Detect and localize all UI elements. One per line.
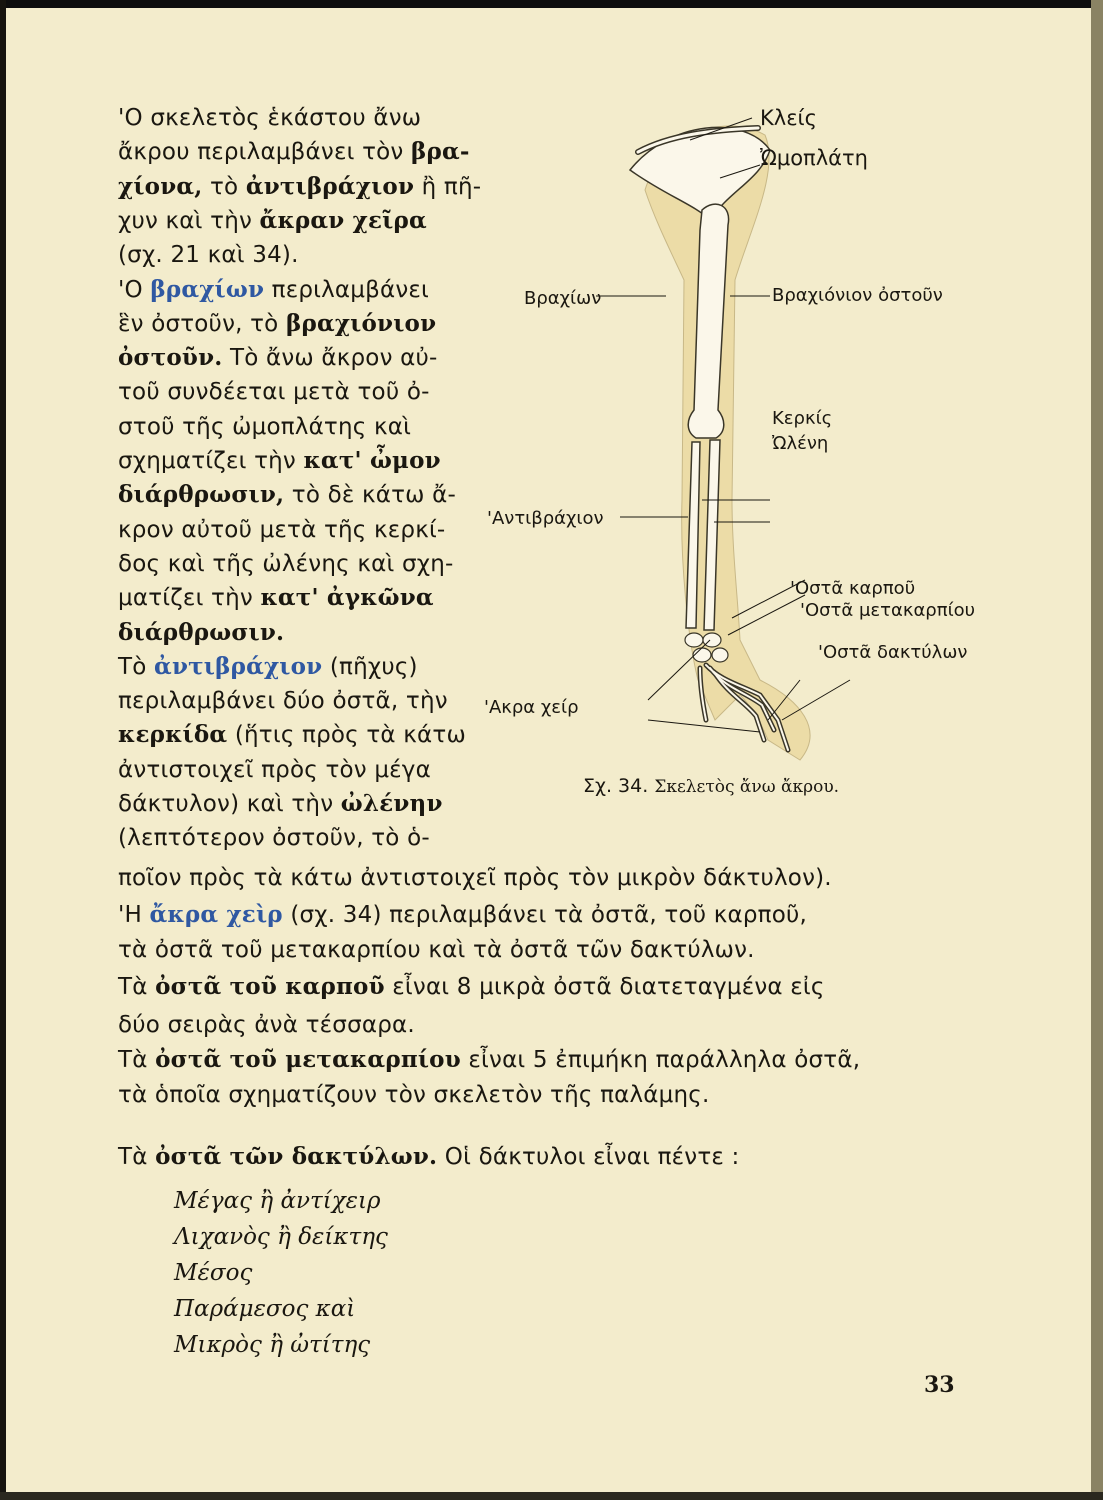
text-run: 'Η [118, 902, 150, 928]
full_lines-line [118, 972, 825, 1002]
text-run: περιλαμβάνει [264, 276, 430, 303]
column_lines-line [118, 343, 438, 373]
text-run: διάρθρωσιν, [118, 481, 285, 509]
column_lines-line [118, 652, 418, 682]
text-run: ὀστᾶ τοῦ καρποῦ [155, 973, 385, 1000]
text-run: (πῆχυς) [322, 653, 418, 680]
text-run: ἄκρου περιλαμβάνει τὸν [118, 139, 411, 166]
label-osta-metakarpiou: 'Οστᾶ μετακαρπίου [800, 600, 976, 621]
full_lines-line [118, 1142, 739, 1172]
text-run: εἶναι 5 ἐπιμήκη παράλληλα ὀστᾶ, [460, 1047, 861, 1073]
text-run: κρον αὐτοῦ μετὰ τῆς κερκί- [118, 516, 446, 543]
column_lines-line [118, 206, 427, 236]
text-run: (σχ. 21 καὶ 34). [118, 242, 299, 269]
column_lines-line [118, 240, 299, 270]
text-run: κατ' ὦμον [303, 447, 441, 474]
column_lines-line [118, 103, 421, 133]
text-run: ματίζει τὴν [118, 585, 261, 612]
column_lines-line [118, 412, 411, 442]
text-run: διάρθρωσιν. [118, 618, 285, 646]
full_lines-line [118, 863, 832, 893]
text-run: τὰ ὁποῖα σχηματίζουν τὸν σκελετὸν τῆς παλάμης. [118, 1082, 710, 1108]
text-run: Τὰ [118, 1144, 156, 1170]
text-run: κερκίδα [118, 721, 228, 749]
label-brachion: Βραχίων [524, 288, 602, 309]
text-run: ὠλένην [340, 790, 443, 817]
caption-text: Σκελετὸς ἄνω ἄκρου. [654, 777, 840, 797]
text-run: (λεπτότερον ὀστοῦν, τὸ ὁ- [118, 825, 430, 852]
text-run: βραχιόνιον [285, 309, 437, 337]
caption-prefix: Σχ. 34. [583, 775, 649, 797]
label-antibrachion: 'Αντιβράχιον [487, 508, 604, 529]
text-run: ὀστᾶ τοῦ μετακαρπίου [155, 1046, 461, 1073]
column_lines-line [118, 309, 436, 339]
text-run: κατ' ἀγκῶνα [260, 584, 434, 612]
finger-list-item: Λιχανὸς ἢ δείκτης [174, 1224, 388, 1250]
finger-list-item: Μέσος [174, 1260, 253, 1286]
full_lines-line [118, 1045, 860, 1075]
full_lines-line [118, 935, 755, 965]
text-run: δύο σειρὰς ἀνὰ τέσσαρα. [118, 1012, 415, 1038]
text-run: 'Ο σκελετὸς ἑκάστου ἄνω [118, 105, 422, 131]
text-run: ἢ πῆ- [414, 173, 482, 200]
text-run: ὀστοῦν. [118, 344, 223, 372]
text-run: ἄκρα χεὶρ [149, 901, 283, 928]
text-run: εἶναι 8 μικρὰ ὀστᾶ διατεταγμένα εἰς [384, 974, 825, 1000]
text-run: Οἱ δάκτυλοι εἶναι πέντε : [437, 1144, 740, 1170]
text-run: δος καὶ τῆς ὠλένης καὶ σχη- [118, 550, 454, 577]
text-run: Τὰ [118, 1047, 156, 1073]
text-run: χυν καὶ τὴν [118, 207, 260, 234]
text-run: (ἥτις πρὸς τὰ κάτω [227, 722, 466, 749]
label-osta-daktylon: 'Οστᾶ δακτύλων [818, 642, 968, 663]
label-kerkis: Κερκίς [772, 408, 833, 429]
label-akra-cheir: 'Ακρα χείρ [484, 697, 579, 718]
text-run: ἀντιστοιχεῖ πρὸς τὸν μέγα [118, 756, 431, 783]
text-run: Τὸ [118, 653, 155, 680]
scan-edge-right [1091, 0, 1103, 1500]
text-run: τοῦ συνδέεται μετὰ τοῦ ὀ- [118, 379, 430, 406]
column_lines-line [118, 755, 431, 785]
text-run: χίονα, [118, 172, 203, 200]
text-run: δάκτυλον) καὶ τὴν [118, 791, 341, 817]
text-run: βραχίων [150, 275, 265, 303]
full_lines-line [118, 1080, 709, 1110]
column_lines-line [118, 618, 284, 648]
text-run: τὸ [202, 173, 246, 200]
scan-edge-top [0, 0, 1103, 8]
label-oleni: Ὠλένη [772, 433, 829, 454]
text-run: τὰ ὀστᾶ τοῦ μετακαρπίου καὶ τὰ ὀστᾶ τῶν δακτύλων. [118, 937, 755, 963]
text-run: στοῦ τῆς ὠμοπλάτης καὶ [118, 413, 412, 440]
page-number: 33 [924, 1372, 955, 1398]
text-run: τὸ δὲ κάτω ἄ- [284, 482, 457, 509]
text-run: (σχ. 34) περιλαμβάνει τὰ ὀστᾶ, τοῦ καρποῦ, [282, 902, 808, 928]
text-run: ποῖον πρὸς τὰ κάτω ἀντιστοιχεῖ πρὸς τὸν μικρὸν δάκτυλον). [118, 865, 832, 891]
column_lines-line [118, 720, 466, 750]
scan-edge-bottom [0, 1492, 1103, 1500]
full_lines-line [118, 900, 807, 930]
label-osta-karpou: 'Οστᾶ καρποῦ [790, 578, 916, 599]
label-kleis: Κλείς [760, 106, 817, 130]
column_lines-line [118, 686, 448, 716]
text-run: 'Ο [118, 276, 151, 303]
column_lines-line [118, 275, 429, 305]
column_lines-line [118, 549, 454, 579]
column_lines-line [118, 377, 430, 407]
figure-caption [583, 775, 839, 797]
text-run: Τὸ ἄνω ἄκρον αὐ- [222, 345, 438, 372]
column_lines-line [118, 515, 445, 545]
finger-list-item: Παράμεσος καὶ [174, 1296, 356, 1322]
text-run: ἀντιβράχιον [154, 652, 323, 680]
upper-limb-skeleton-figure [470, 80, 990, 770]
text-run: Τὰ [118, 974, 156, 1000]
text-run: ἓν ὀστοῦν, τὸ [118, 310, 286, 337]
text-run: ἄκραν χεῖρα [259, 206, 427, 234]
column_lines-line [118, 137, 470, 167]
text-run: βρα- [410, 138, 470, 166]
text-run: σχηματίζει τὴν [118, 448, 304, 474]
scan-edge-left [0, 0, 6, 1500]
label-brachionio-ostoun: Βραχιόνιον ὀστοῦν [772, 285, 943, 306]
finger-list-item: Μικρὸς ἢ ὠτίτης [174, 1332, 371, 1358]
column_lines-line [118, 583, 434, 613]
full_lines-line [118, 1010, 415, 1040]
column_lines-line [118, 446, 441, 476]
column_lines-line [118, 789, 443, 819]
text-run: ἀντιβράχιον [245, 172, 415, 200]
column_lines-line [118, 172, 481, 202]
finger-list-item: Μέγας ἢ ἀντίχειρ [174, 1188, 381, 1214]
column_lines-line [118, 480, 456, 510]
text-run: ὀστᾶ τῶν δακτύλων. [155, 1143, 438, 1170]
label-omoplati: Ὠμοπλάτη [760, 146, 868, 170]
text-run: περιλαμβάνει δύο ὀστᾶ, τὴν [118, 688, 448, 715]
column_lines-line [118, 823, 430, 853]
